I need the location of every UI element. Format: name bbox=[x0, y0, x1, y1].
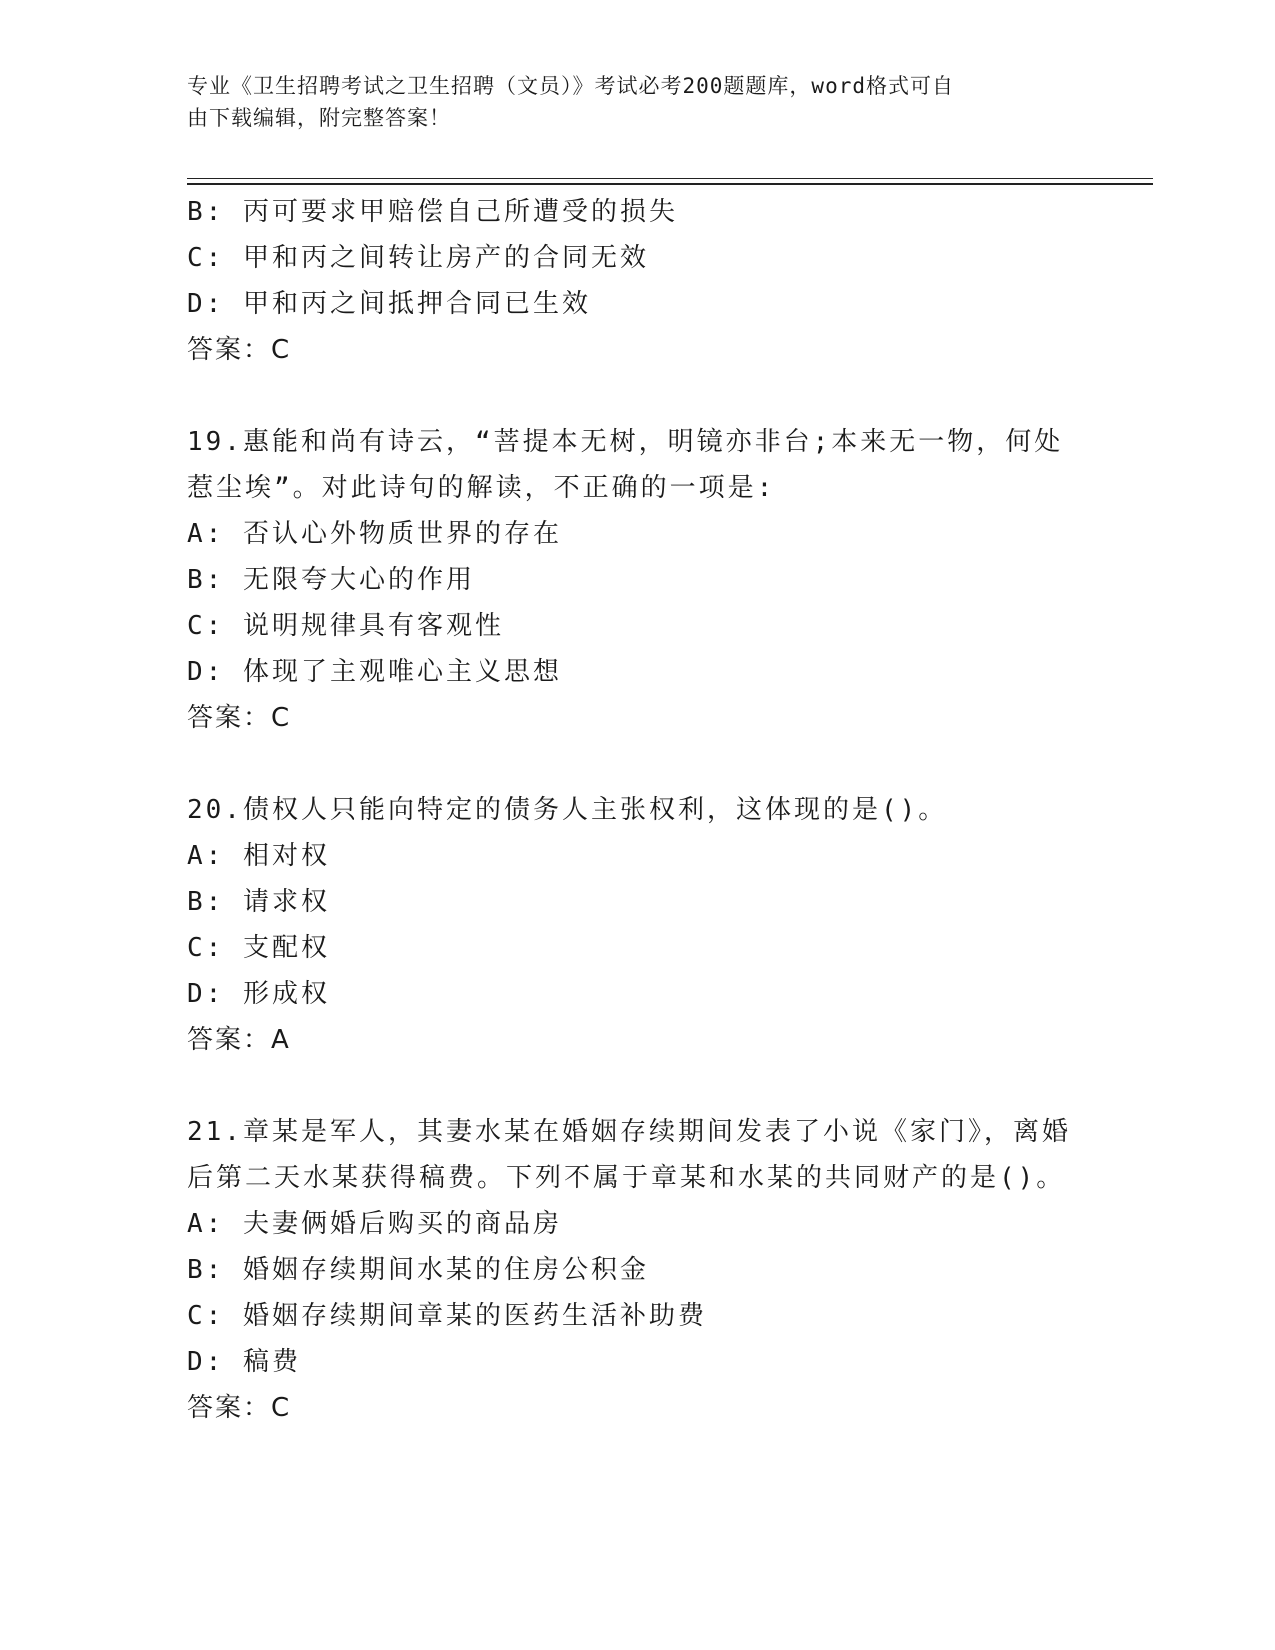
header-divider-thin bbox=[187, 178, 1153, 179]
option-b: B: 丙可要求甲赔偿自己所遭受的损失 bbox=[187, 197, 678, 227]
option-c: C: 支配权 bbox=[187, 933, 330, 963]
question-stem: 惹尘埃”。对此诗句的解读，不正确的一项是: bbox=[187, 473, 776, 503]
document-header bbox=[187, 70, 1087, 134]
answer-line: 答案：C bbox=[187, 703, 292, 733]
question-stem: 19.惠能和尚有诗云，“菩提本无树，明镜亦非台;本来无一物，何处 bbox=[187, 427, 1064, 457]
option-b: B: 婚姻存续期间水某的住房公积金 bbox=[187, 1255, 649, 1285]
option-c: C: 说明规律具有客观性 bbox=[187, 611, 504, 641]
option-d: D: 甲和丙之间抵押合同已生效 bbox=[187, 289, 591, 319]
option-d: D: 体现了主观唯心主义思想 bbox=[187, 657, 562, 687]
header-line-1: 专业《卫生招聘考试之卫生招聘（文员）》考试必考200题题库，word格式可自 bbox=[187, 74, 954, 98]
header-divider-thick bbox=[187, 183, 1153, 185]
option-b: B: 请求权 bbox=[187, 887, 330, 917]
option-c: C: 婚姻存续期间章某的医药生活补助费 bbox=[187, 1301, 707, 1331]
option-a: A: 否认心外物质世界的存在 bbox=[187, 519, 562, 549]
option-a: A: 相对权 bbox=[187, 841, 330, 871]
continued-question bbox=[187, 189, 1087, 373]
question-stem: 后第二天水某获得稿费。下列不属于章某和水某的共同财产的是()。 bbox=[187, 1163, 1066, 1193]
question-20 bbox=[187, 787, 1087, 1063]
answer-line: 答案：C bbox=[187, 1393, 292, 1423]
question-stem: 20.债权人只能向特定的债务人主张权利，这体现的是()。 bbox=[187, 795, 948, 825]
option-d: D: 稿费 bbox=[187, 1347, 301, 1377]
option-d: D: 形成权 bbox=[187, 979, 330, 1009]
option-b: B: 无限夸大心的作用 bbox=[187, 565, 475, 595]
question-19 bbox=[187, 419, 1087, 741]
answer-line: 答案：C bbox=[187, 335, 292, 365]
question-21 bbox=[187, 1109, 1087, 1431]
answer-line: 答案：A bbox=[187, 1025, 291, 1055]
option-c: C: 甲和丙之间转让房产的合同无效 bbox=[187, 243, 649, 273]
question-list bbox=[187, 189, 1087, 1431]
option-a: A: 夫妻俩婚后购买的商品房 bbox=[187, 1209, 562, 1239]
question-stem: 21.章某是军人，其妻水某在婚姻存续期间发表了小说《家门》，离婚 bbox=[187, 1117, 1071, 1147]
header-line-2: 由下载编辑，附完整答案！ bbox=[187, 106, 451, 130]
